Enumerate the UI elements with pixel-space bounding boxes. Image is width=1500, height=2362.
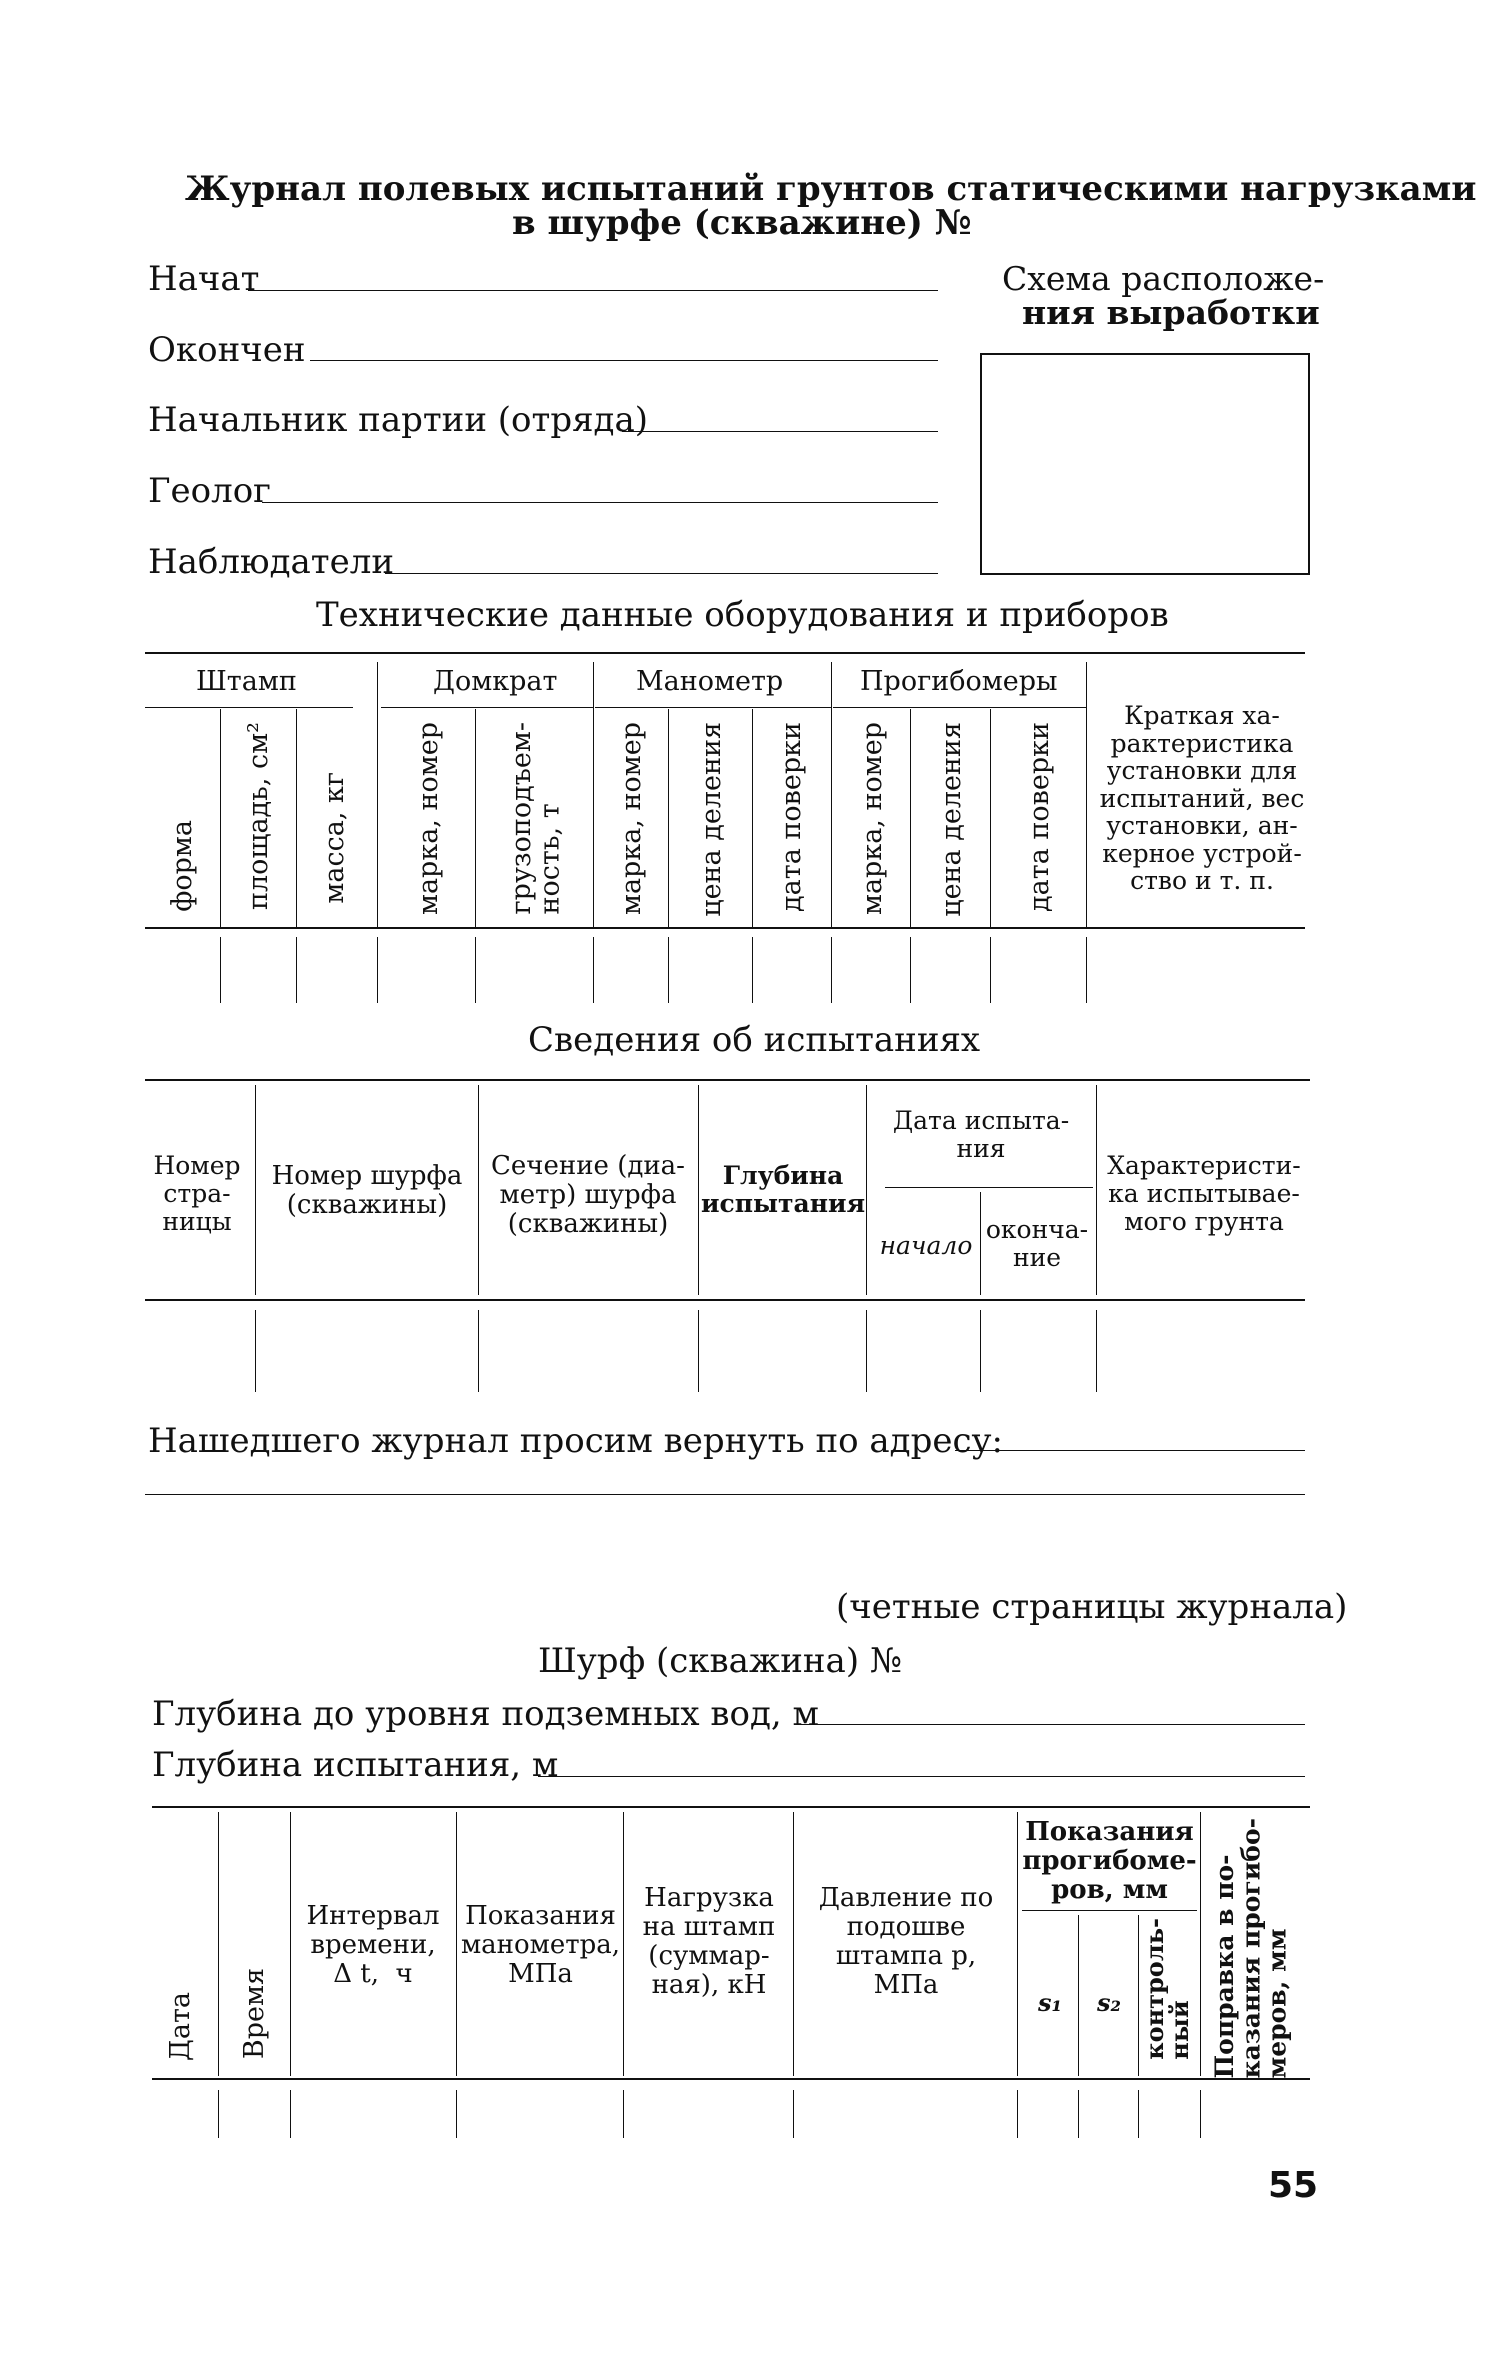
col-base-pressure: Давление по подошве штампа p, МПа	[818, 1883, 994, 2001]
return-address-label: Нашедшего журнал просим вернуть по адресу:	[148, 1421, 1003, 1461]
col-stamp-load: Нагрузка на штамп (суммар- ная), кН	[642, 1883, 776, 2001]
group-jack: Домкрат	[433, 666, 558, 697]
groundwater-depth-label: Глубина до уровня подземных вод, м	[152, 1694, 819, 1734]
col-capacity: грузоподъем- ность, т	[506, 722, 566, 915]
scheme-title-line2: ния выработки	[1022, 293, 1320, 332]
col-deflect-division: цена деления	[936, 722, 967, 917]
col-deflect-check: дата поверки	[1024, 722, 1055, 912]
test-depth-label: Глубина испытания, м	[152, 1745, 559, 1785]
col-pit-number: Номер шурфа (скважины)	[271, 1161, 463, 1221]
group-deflectometers: Прогибомеры	[860, 666, 1058, 697]
test-depth-line[interactable]	[538, 1776, 1305, 1777]
equipment-title: Технические данные оборудования и приборов	[316, 595, 1169, 635]
col-date: Дата	[165, 1992, 196, 2062]
field-geologist-label: Геолог	[148, 471, 271, 511]
col-manometer-check: дата поверки	[776, 722, 807, 912]
col-deflect-brand: марка, номер	[857, 722, 888, 916]
journal-title-line2: в шурфе (скважине) №	[512, 203, 972, 243]
col-control: контроль- ный	[1140, 1918, 1195, 2060]
col-mass: масса, кг	[319, 772, 350, 904]
field-chief-label: Начальник партии (отряда)	[148, 400, 649, 440]
scheme-box[interactable]	[980, 353, 1310, 575]
return-address-line2[interactable]	[145, 1494, 1305, 1495]
field-chief-line[interactable]	[622, 431, 938, 432]
col-jack-brand: марка, номер	[413, 722, 444, 916]
col-soil-characteristic: Характеристи- ка испытывае- мого грунта	[1107, 1151, 1301, 1236]
col-correction: Поправка в по- казания прогибо- меров, мм	[1210, 1818, 1292, 2079]
field-started-line[interactable]	[248, 290, 938, 291]
scheme-title-line1: Схема расположе-	[1002, 259, 1325, 298]
field-observers-line[interactable]	[385, 573, 938, 574]
field-geologist-line[interactable]	[262, 502, 938, 503]
journal-title-line1: Журнал полевых испытаний грунтов статическими нагрузками	[185, 169, 1477, 209]
col-test-depth: Глубина испытания	[700, 1161, 866, 1218]
page-number: 55	[1268, 2165, 1319, 2206]
col-area: площадь, см²	[243, 722, 274, 911]
equipment-note: Краткая ха- рактеристика установки для испытаний, вес установки, ан- керное устрой- ство и т. п.	[1099, 701, 1305, 895]
col-manometer-brand: марка, номер	[616, 722, 647, 916]
col-date-end: оконча- ние	[985, 1215, 1089, 1272]
col-s1: s₁	[1037, 1988, 1063, 2017]
group-stamp: Штамп	[196, 666, 297, 697]
col-s2: s₂	[1096, 1988, 1122, 2017]
field-finished-line[interactable]	[310, 360, 938, 361]
col-time-interval: Интервал времени, Δ t, ч	[306, 1901, 440, 1990]
pit-title: Шурф (скважина) №	[538, 1641, 903, 1681]
field-started-label: Начат	[148, 259, 260, 299]
col-date-start: начало	[879, 1231, 973, 1260]
even-pages-note: (четные страницы журнала)	[836, 1587, 1348, 1627]
col-page-number: Номер стра- ницы	[153, 1151, 241, 1236]
return-address-line1[interactable]	[955, 1450, 1305, 1451]
col-deflectometer-readings: Показания прогибоме- ров, мм	[1022, 1817, 1197, 1906]
field-observers-label: Наблюдатели	[148, 542, 394, 582]
col-manometer-division: цена деления	[696, 722, 727, 917]
col-section: Сечение (диа- метр) шурфа (скважины)	[491, 1151, 685, 1240]
col-manometer-reading: Показания манометра, МПа	[460, 1901, 621, 1990]
group-manometer: Манометр	[636, 666, 784, 697]
groundwater-depth-line[interactable]	[795, 1724, 1305, 1725]
col-form: форма	[167, 820, 198, 912]
field-finished-label: Окончен	[148, 330, 306, 370]
col-test-date: Дата испыта- ния	[892, 1106, 1070, 1163]
tests-title: Сведения об испытаниях	[528, 1020, 981, 1060]
col-time: Время	[239, 1968, 270, 2060]
